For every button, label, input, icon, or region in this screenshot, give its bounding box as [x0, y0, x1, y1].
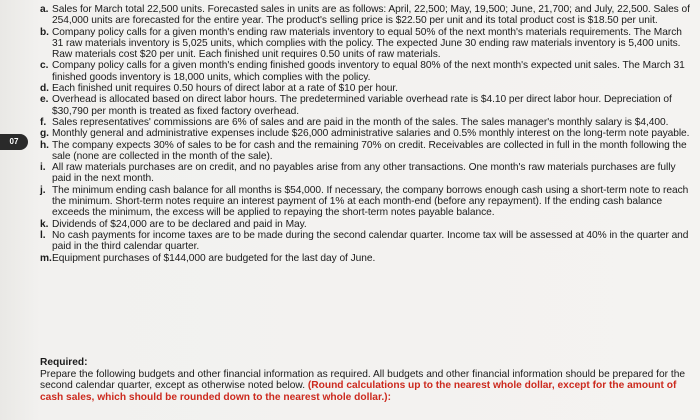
item-letter: g. [40, 128, 49, 140]
item-text: The minimum ending cash balance for all months is $54,000. If necessary, the company borrows enough cash using a short-term note to reach the minimum. Short-term notes require an interest payment of 1% at each month-end (before any repayment). If the ending cash balance exceeds the minimum, the excess will be applied to repaying the short-term notes payable balance. [52, 184, 689, 219]
assumption-item [40, 94, 692, 117]
required-heading: Required: [40, 357, 88, 368]
assumption-item [40, 128, 692, 139]
item-text: Company policy calls for a given month's ending finished goods inventory to equal 80% of the next month's expected unit sales. The March 31 finished goods inventory is 18,000 units, which complies with the policy. [52, 60, 685, 83]
item-text: No cash payments for income taxes are to be made during the second calendar quarter. Income tax will be assessed at 40% in the quarter and paid in the third calendar quarter. [52, 229, 689, 253]
item-text: Equipment purchases of $144,000 are budgeted for the last day of June. [52, 252, 376, 264]
item-text: Sales for March total 22,500 units. Forecasted sales in units are as follows: April, 22,500; May, 19,500; June, 21,700; and July, 22,500. Sales of 254,000 units are forecasted for the entire year. The product's selling price is $22.50 per unit and its total product cost is $18.50 per unit. [52, 4, 690, 27]
assumption-item [40, 4, 692, 27]
assumption-list [40, 4, 692, 264]
item-text: The company expects 30% of sales to be for cash and the remaining 70% on credit. Receivables are collected in full in the month following the sale (none are collected in the month of the sale). [52, 139, 687, 162]
assumption-item [40, 117, 692, 128]
rounding-instructions: (Round calculations up to the nearest whole dollar, except for the amount of cash sales, which should be rounded down to the nearest whole dollar.): [40, 380, 677, 403]
item-letter: f. [40, 116, 47, 128]
item-text: Monthly general and administrative expenses include $26,000 administrative salaries and 0.5% monthly interest on the long-term note payable. [52, 128, 690, 140]
item-letter: a. [40, 4, 49, 15]
assumption-item [40, 219, 692, 230]
item-text: Each finished unit requires 0.50 hours of direct labor at a rate of $10 per hour. [52, 83, 398, 95]
item-letter: e. [40, 94, 49, 106]
item-letter: h. [40, 139, 49, 151]
assumption-item [40, 185, 692, 219]
item-letter: j. [40, 184, 46, 196]
required-instructions [40, 369, 692, 404]
item-letter: d. [40, 83, 49, 95]
item-text: All raw materials purchases are on credit, and no payables arise from any other transactions. One month's raw materials purchases are fully paid in the next month. [52, 162, 676, 185]
item-letter: c. [40, 60, 49, 72]
required-text: Prepare the following budgets and other financial information as required. All budgets and other financial information should be prepared for the second calendar quarter, except as otherwise noted below. [40, 368, 686, 391]
item-text: Overhead is allocated based on direct labor hours. The predetermined variable overhead rate is $4.10 per direct labor hour. Depreciation of $30,790 per month is treated as fixed factory overhead. [52, 94, 672, 117]
required-section [40, 357, 692, 403]
item-text: Sales representatives' commissions are 6% of sales and are paid in the month of the sales. The sales manager's monthly salary is $4,400. [52, 116, 669, 128]
assumption-item [40, 230, 692, 253]
item-letter: l. [40, 229, 46, 241]
item-letter: k. [40, 218, 49, 230]
margin-tab-badge: 07 [0, 134, 28, 150]
assumption-item [40, 27, 692, 61]
problem-content [40, 4, 692, 264]
item-text: Dividends of $24,000 are to be declared and paid in May. [52, 218, 307, 230]
assumption-item [40, 140, 692, 163]
assumption-item [40, 253, 692, 264]
item-letter: m. [40, 252, 52, 264]
assumption-item [40, 83, 692, 94]
item-text: Company policy calls for a given month's ending raw materials inventory to equal 50% of the next month's materials requirements. The March 31 raw materials inventory is 5,025 units, which complies with the policy. The expected June 30 ending raw materials inventory is 5,400 units. Raw materials cost $20 per unit. Each finished unit requires 0.50 units of raw materials. [52, 26, 682, 61]
assumption-item [40, 60, 692, 83]
item-letter: b. [40, 26, 49, 38]
item-letter: i. [40, 162, 46, 174]
assumption-item [40, 162, 692, 185]
